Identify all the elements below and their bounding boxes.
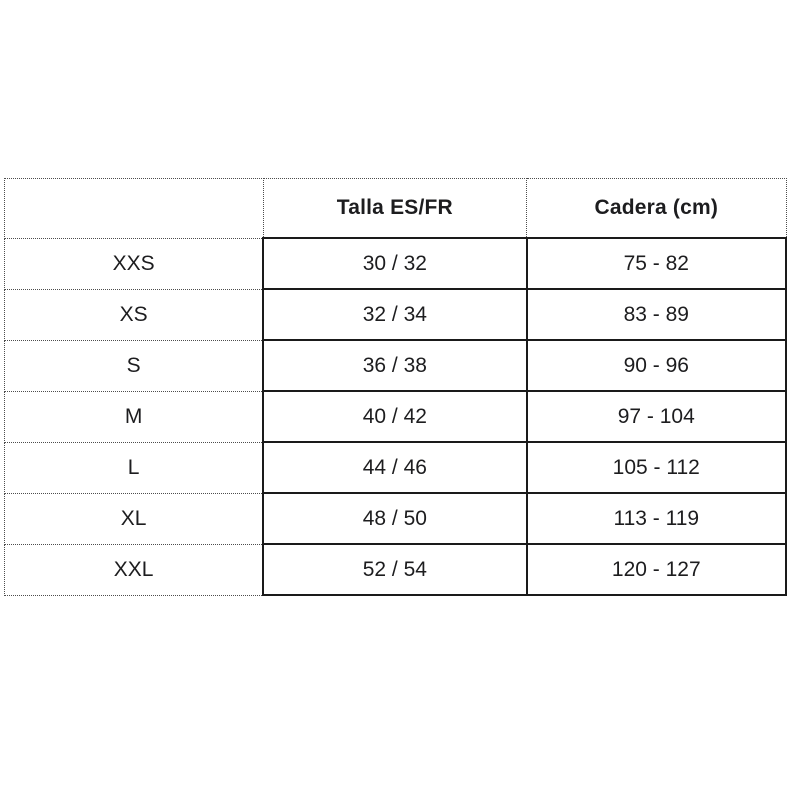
size-cell: XL [5, 493, 264, 544]
cadera-cell: 113 - 119 [527, 493, 786, 544]
table-row [5, 493, 787, 544]
table-body [5, 238, 787, 595]
size-cell: S [5, 340, 264, 391]
size-cell: M [5, 391, 264, 442]
cadera-cell: 120 - 127 [527, 544, 786, 595]
header-cell-talla: Talla ES/FR [263, 179, 526, 239]
table-row [5, 391, 787, 442]
talla-cell: 36 / 38 [263, 340, 526, 391]
table-row [5, 289, 787, 340]
header-row [5, 179, 787, 239]
header-cell-cadera: Cadera (cm) [527, 179, 786, 239]
table-row [5, 544, 787, 595]
talla-cell: 40 / 42 [263, 391, 526, 442]
talla-cell: 52 / 54 [263, 544, 526, 595]
table-row [5, 442, 787, 493]
size-cell: XS [5, 289, 264, 340]
talla-cell: 32 / 34 [263, 289, 526, 340]
cadera-cell: 75 - 82 [527, 238, 786, 289]
size-cell: XXS [5, 238, 264, 289]
talla-cell: 30 / 32 [263, 238, 526, 289]
cadera-cell: 90 - 96 [527, 340, 786, 391]
size-cell: L [5, 442, 264, 493]
size-cell: XXL [5, 544, 264, 595]
table-row [5, 340, 787, 391]
cadera-cell: 97 - 104 [527, 391, 786, 442]
cadera-cell: 105 - 112 [527, 442, 786, 493]
talla-cell: 48 / 50 [263, 493, 526, 544]
cadera-cell: 83 - 89 [527, 289, 786, 340]
talla-cell: 44 / 46 [263, 442, 526, 493]
table-row [5, 238, 787, 289]
size-chart-table [4, 178, 787, 596]
header-cell-size [5, 179, 264, 239]
